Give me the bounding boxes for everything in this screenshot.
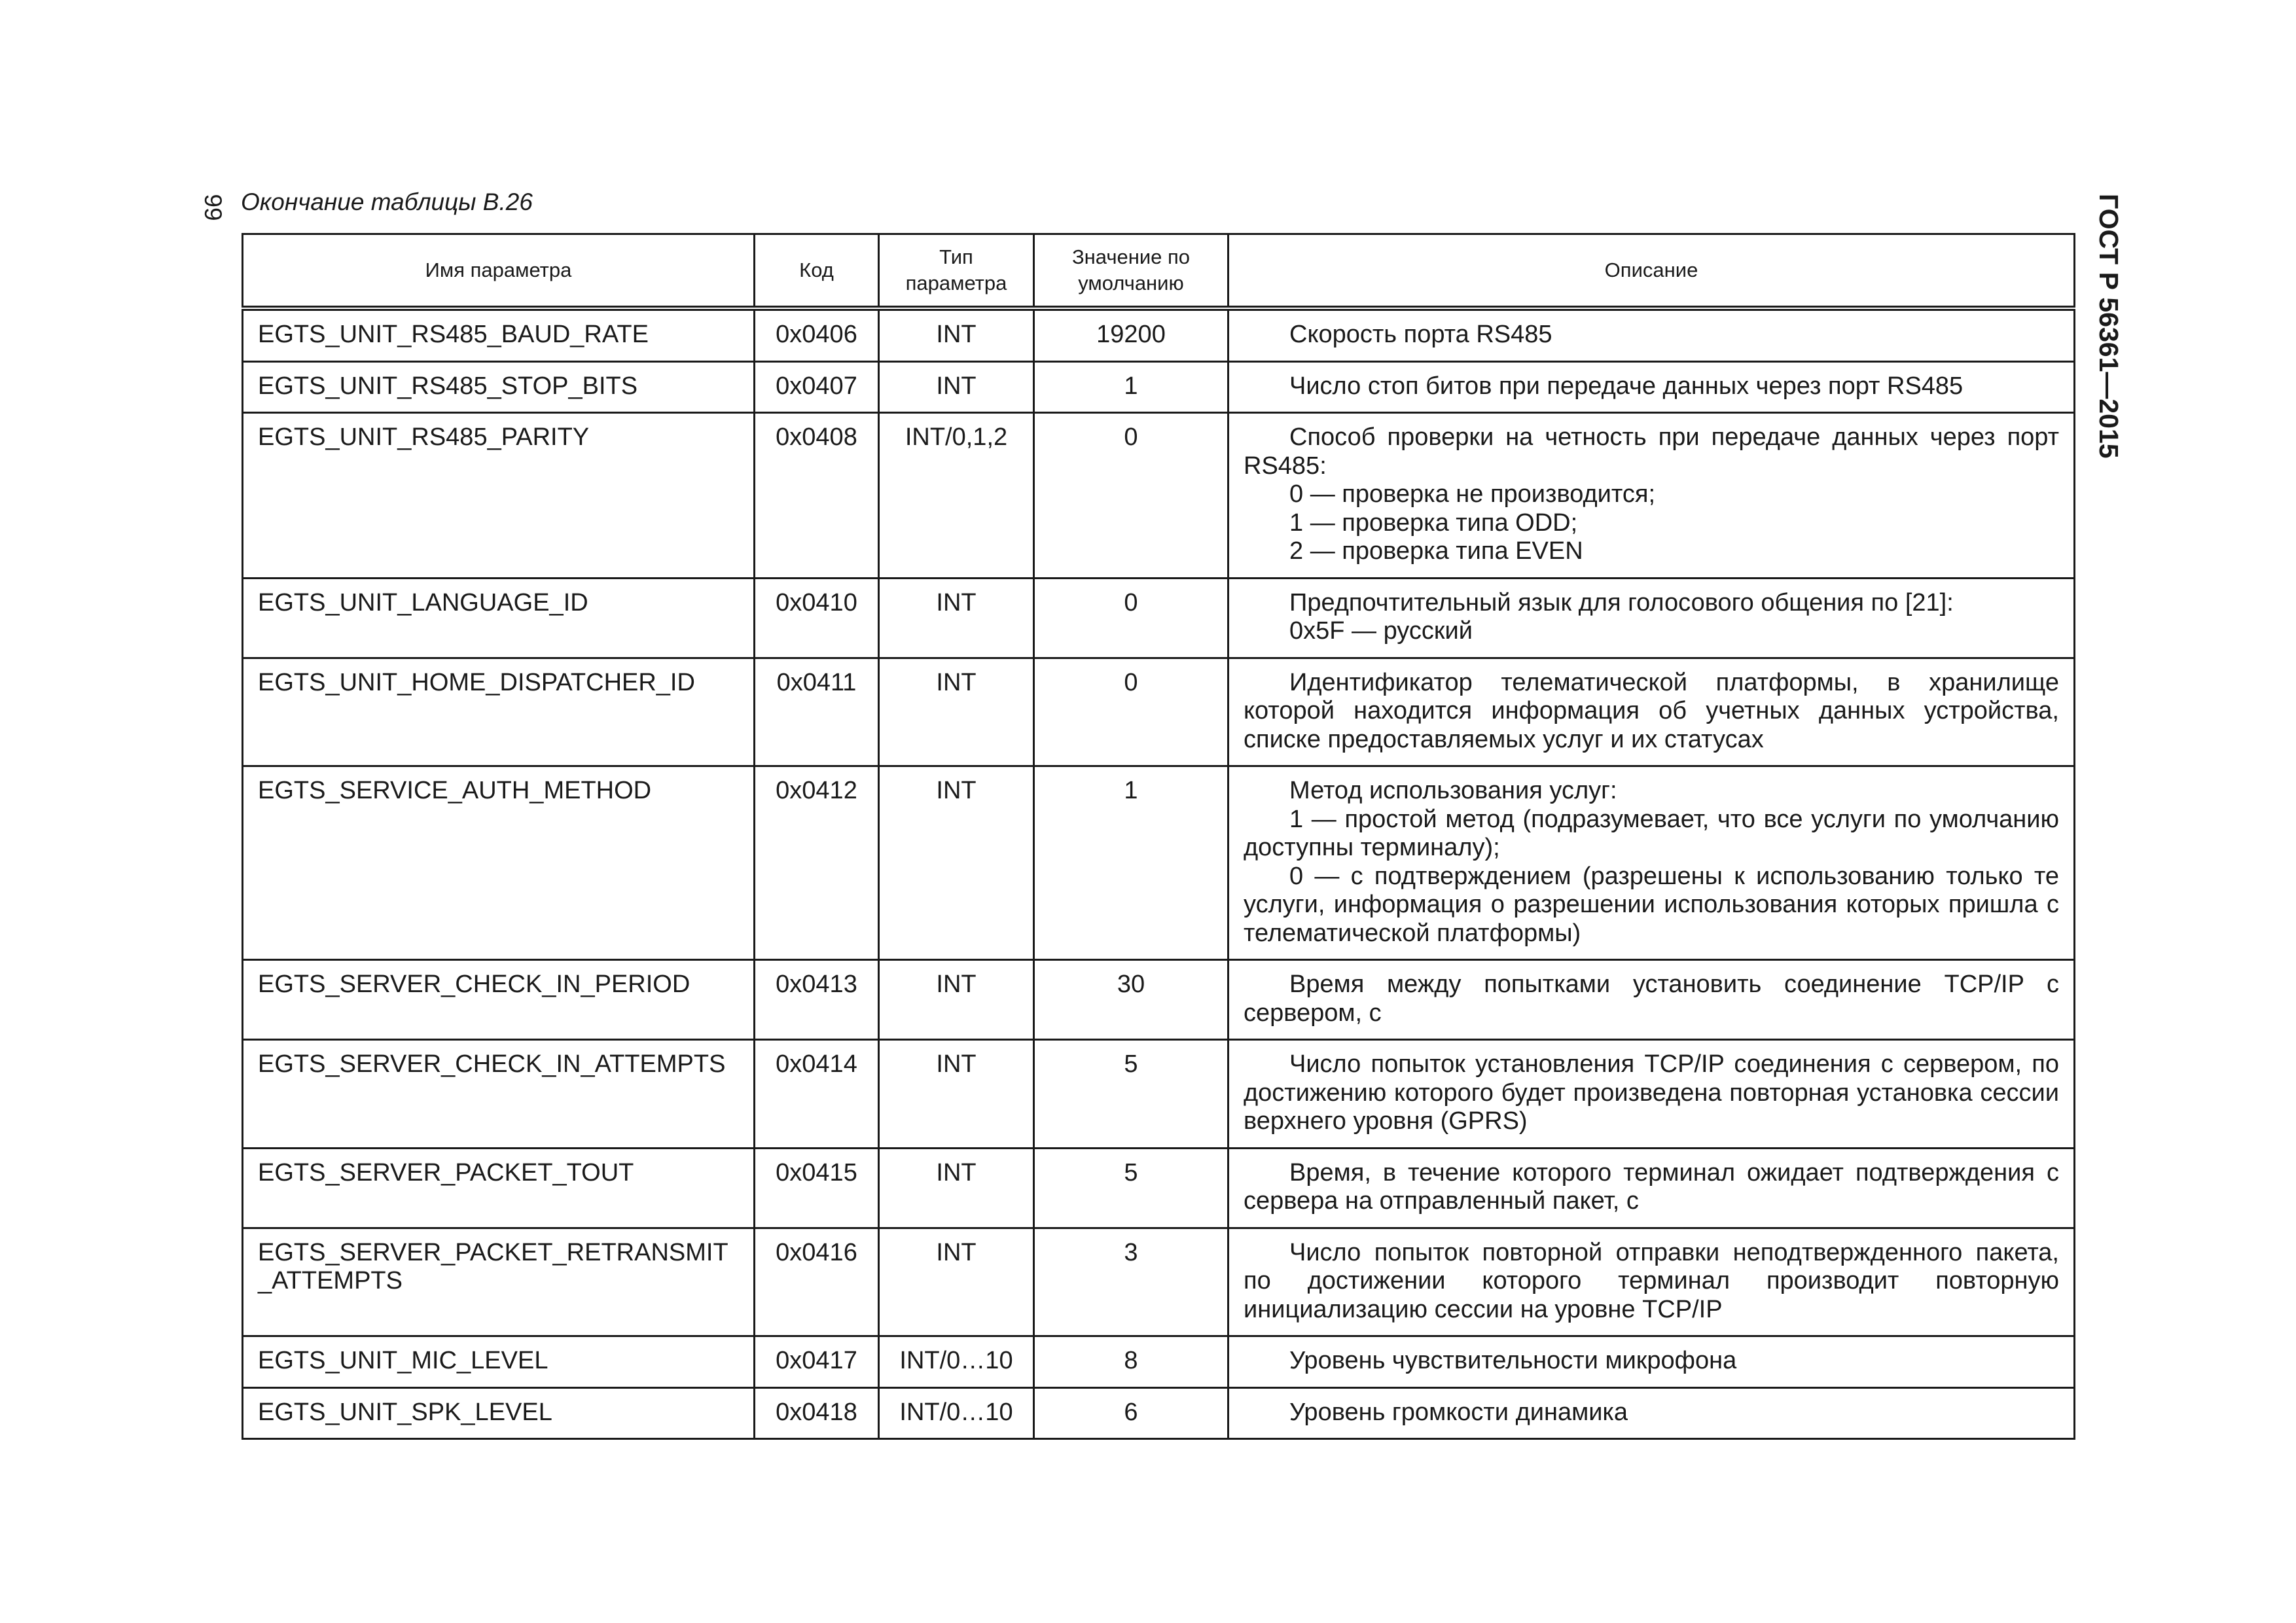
param-name-cell: EGTS_SERVICE_AUTH_METHOD xyxy=(243,766,755,960)
table-row xyxy=(243,766,2075,960)
param-name-cell: EGTS_UNIT_HOME_DISPATCHER_ID xyxy=(243,658,755,766)
param-default-cell: 3 xyxy=(1034,1228,1229,1336)
description-line: Число попыток установления TCP/IP соединения с сервером, по достижению которого будет произведена повторная установка сессии верхнего уровня (GPRS) xyxy=(1244,1050,2059,1135)
column-header-default: Значение по умолчанию xyxy=(1034,234,1229,309)
param-name-cell: EGTS_UNIT_SPK_LEVEL xyxy=(243,1387,755,1439)
param-description-cell xyxy=(1229,1228,2075,1336)
standard-designation: ГОСТ Р 56361—2015 xyxy=(2094,194,2124,459)
table-row xyxy=(243,1336,2075,1388)
param-description-cell xyxy=(1229,658,2075,766)
param-description-cell xyxy=(1229,361,2075,413)
description-line: 0 — с подтверждением (разрешены к использованию только те услуги, информация о разрешении использования которых пришла с телематической платформы) xyxy=(1244,862,2059,947)
description-line: Предпочтительный язык для голосового общения по [21]: xyxy=(1289,588,1954,616)
param-description-cell xyxy=(1229,578,2075,658)
param-name-cell: EGTS_SERVER_CHECK_IN_PERIOD xyxy=(243,960,755,1040)
param-default-cell: 5 xyxy=(1034,1040,1229,1149)
description-line: Число стоп битов при передаче данных через порт RS485 xyxy=(1289,372,1964,400)
table-row xyxy=(243,1387,2075,1439)
description-line: 0x5F — русский xyxy=(1289,617,1473,645)
param-type-cell: INT xyxy=(879,1040,1034,1149)
description-line: Число попыток повторной отправки неподтвержденного пакета, по достижении которого терминал производит повторную инициализацию сессии на уровне TCP/IP xyxy=(1244,1238,2059,1323)
column-header-type: Тип параметра xyxy=(879,234,1034,309)
param-code-cell: 0x0416 xyxy=(755,1228,879,1336)
param-description-cell xyxy=(1229,413,2075,579)
param-name-cell: EGTS_SERVER_PACKET_RETRANSMIT_ATTEMPTS xyxy=(243,1228,755,1336)
param-type-cell: INT xyxy=(879,361,1034,413)
table-row xyxy=(243,1040,2075,1149)
param-default-cell: 30 xyxy=(1034,960,1229,1040)
table-row xyxy=(243,413,2075,579)
table-row xyxy=(243,658,2075,766)
param-default-cell: 8 xyxy=(1034,1336,1229,1388)
table-header-row xyxy=(243,234,2075,309)
param-name-cell: EGTS_SERVER_CHECK_IN_ATTEMPTS xyxy=(243,1040,755,1149)
param-code-cell: 0x0417 xyxy=(755,1336,879,1388)
param-type-cell: INT xyxy=(879,1228,1034,1336)
param-code-cell: 0x0410 xyxy=(755,578,879,658)
param-default-cell: 0 xyxy=(1034,658,1229,766)
table-row xyxy=(243,1228,2075,1336)
description-line: 2 — проверка типа EVEN xyxy=(1289,537,1583,565)
param-code-cell: 0x0408 xyxy=(755,413,879,579)
table-row xyxy=(243,308,2075,361)
param-default-cell: 5 xyxy=(1034,1148,1229,1228)
param-type-cell: INT xyxy=(879,658,1034,766)
description-line: Скорость порта RS485 xyxy=(1289,321,1552,348)
param-name-cell: EGTS_SERVER_PACKET_TOUT xyxy=(243,1148,755,1228)
param-name-cell: EGTS_UNIT_LANGUAGE_ID xyxy=(243,578,755,658)
param-default-cell: 6 xyxy=(1034,1387,1229,1439)
param-code-cell: 0x0406 xyxy=(755,308,879,361)
description-line: 1 — простой метод (подразумевает, что все услуги по умолчанию доступны терминалу); xyxy=(1244,805,2059,861)
description-line: Способ проверки на четность при передаче данных через порт RS485: xyxy=(1244,423,2059,480)
param-name-cell: EGTS_UNIT_RS485_BAUD_RATE xyxy=(243,308,755,361)
param-type-cell: INT xyxy=(879,1148,1034,1228)
param-description-cell xyxy=(1229,960,2075,1040)
param-type-cell: INT xyxy=(879,960,1034,1040)
param-code-cell: 0x0414 xyxy=(755,1040,879,1149)
table-caption: Окончание таблицы В.26 xyxy=(241,188,533,215)
column-header-code: Код xyxy=(755,234,879,309)
param-code-cell: 0x0415 xyxy=(755,1148,879,1228)
table-row xyxy=(243,578,2075,658)
param-code-cell: 0x0412 xyxy=(755,766,879,960)
page-number: 99 xyxy=(200,194,226,221)
param-type-cell: INT/0…10 xyxy=(879,1387,1034,1439)
param-description-cell xyxy=(1229,308,2075,361)
description-line: 1 — проверка типа ODD; xyxy=(1289,508,1578,537)
param-default-cell: 0 xyxy=(1034,578,1229,658)
param-description-cell xyxy=(1229,766,2075,960)
table-row xyxy=(243,1148,2075,1228)
param-description-cell xyxy=(1229,1387,2075,1439)
param-name-cell: EGTS_UNIT_RS485_STOP_BITS xyxy=(243,361,755,413)
param-code-cell: 0x0413 xyxy=(755,960,879,1040)
param-code-cell: 0x0418 xyxy=(755,1387,879,1439)
param-name-cell: EGTS_UNIT_RS485_PARITY xyxy=(243,413,755,579)
param-description-cell xyxy=(1229,1336,2075,1388)
param-type-cell: INT xyxy=(879,766,1034,960)
column-header-description: Описание xyxy=(1229,234,2075,309)
column-header-name: Имя параметра xyxy=(243,234,755,309)
table-row xyxy=(243,361,2075,413)
param-description-cell xyxy=(1229,1040,2075,1149)
param-code-cell: 0x0411 xyxy=(755,658,879,766)
description-line: Идентификатор телематической платформы, в хранилище которой находится информация об учетных данных устройства, списке предоставляемых услуг и их статусах xyxy=(1244,668,2059,753)
param-name-cell: EGTS_UNIT_MIC_LEVEL xyxy=(243,1336,755,1388)
table-body xyxy=(243,308,2075,1439)
description-line: Уровень чувствительности микрофона xyxy=(1289,1347,1737,1374)
param-code-cell: 0x0407 xyxy=(755,361,879,413)
description-line: Время, в течение которого терминал ожидает подтверждения с сервера на отправленный пакет, с xyxy=(1244,1158,2059,1215)
description-line: 0 — проверка не производится; xyxy=(1289,480,1656,508)
param-type-cell: INT/0,1,2 xyxy=(879,413,1034,579)
param-type-cell: INT xyxy=(879,578,1034,658)
description-line: Метод использования услуг: xyxy=(1289,777,1617,804)
param-default-cell: 1 xyxy=(1034,361,1229,413)
param-default-cell: 1 xyxy=(1034,766,1229,960)
param-description-cell xyxy=(1229,1148,2075,1228)
table-row xyxy=(243,960,2075,1040)
param-default-cell: 19200 xyxy=(1034,308,1229,361)
description-line: Уровень громкости динамика xyxy=(1289,1398,1628,1426)
param-default-cell: 0 xyxy=(1034,413,1229,579)
param-type-cell: INT/0…10 xyxy=(879,1336,1034,1388)
description-line: Время между попытками установить соединение TCP/IP с сервером, с xyxy=(1244,971,2059,1027)
parameters-table xyxy=(242,233,2075,1440)
param-type-cell: INT xyxy=(879,308,1034,361)
